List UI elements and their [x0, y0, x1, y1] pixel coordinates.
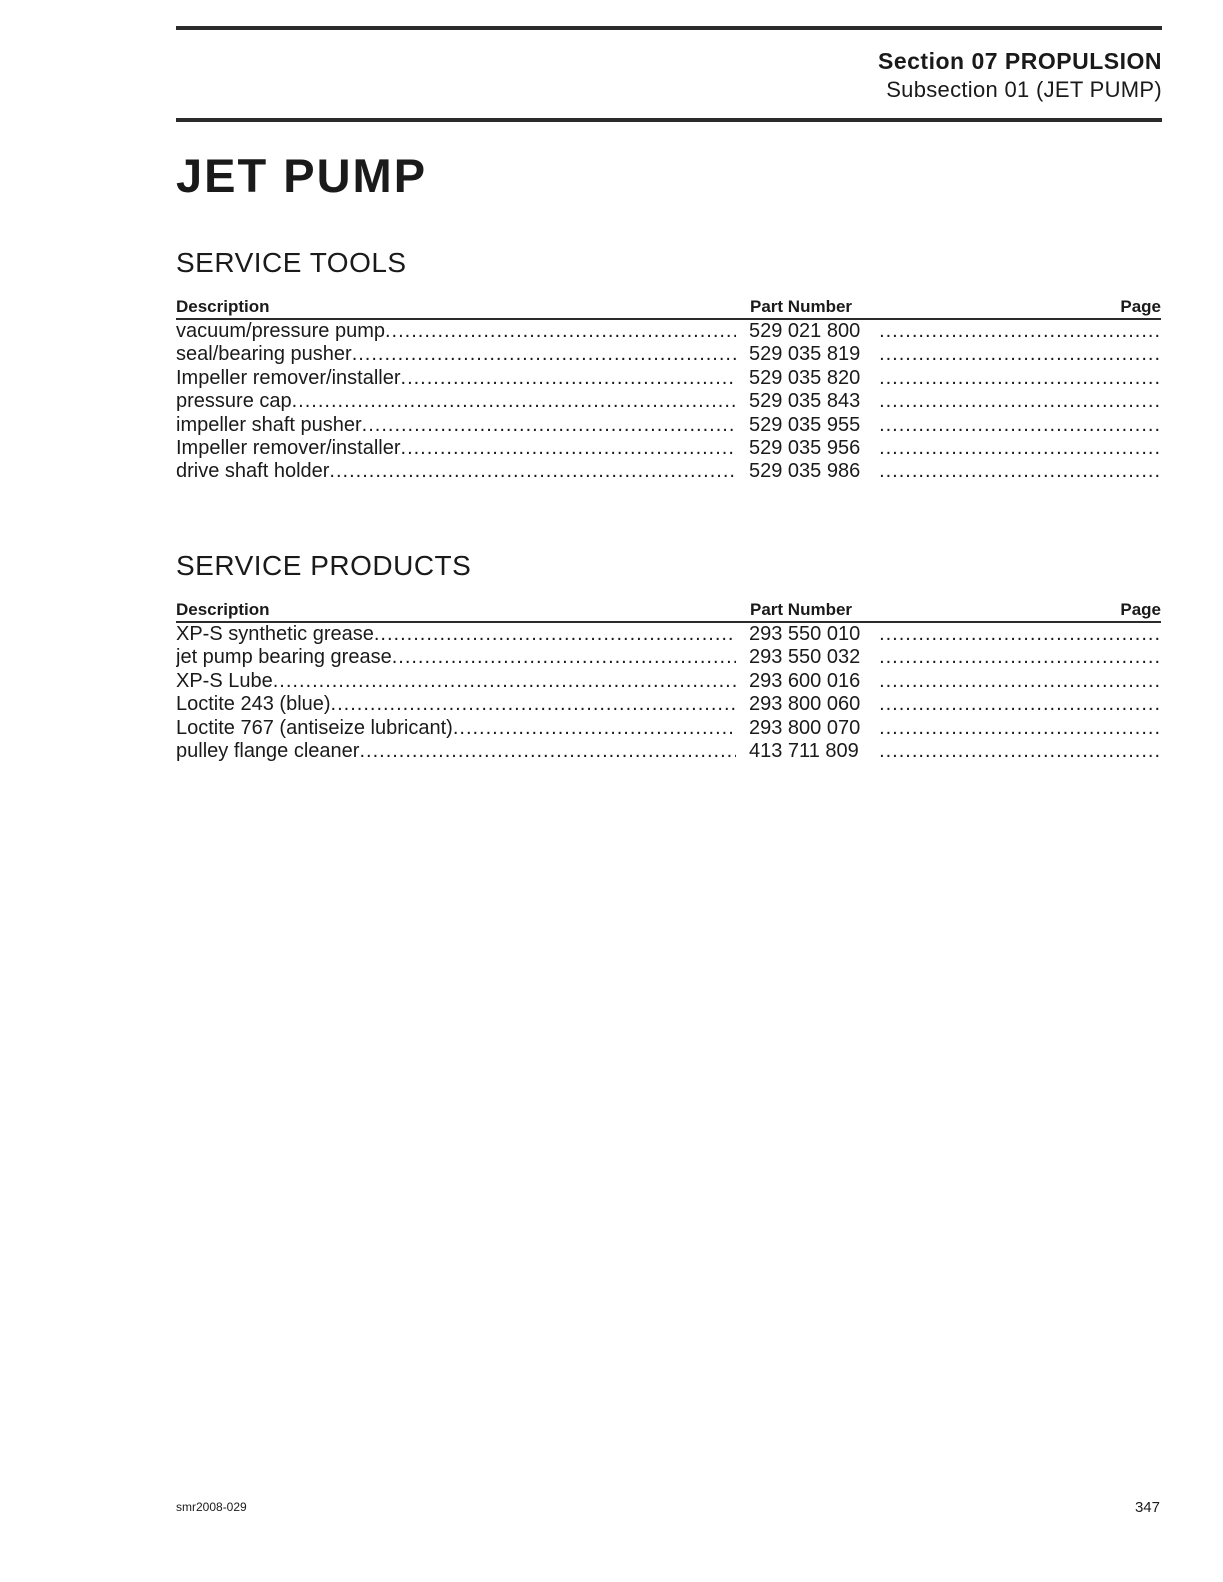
- table-row: [176, 623, 1161, 646]
- row-part-number: 293 550 032: [749, 646, 861, 669]
- row-part-number: 529 035 956: [749, 436, 861, 459]
- table-row: [176, 343, 1161, 366]
- row-page: [880, 623, 1161, 646]
- row-page: [880, 367, 1161, 390]
- section-title: Section 07 PROPULSION: [877, 48, 1162, 74]
- row-description: Impeller remover/installer .....: [176, 367, 736, 390]
- column-header-part-number: Part Number: [750, 600, 853, 619]
- row-part-number: 413 711 809: [749, 739, 859, 762]
- row-description: seal/bearing pusher .....: [176, 343, 736, 366]
- service-products-rows: [176, 623, 1161, 763]
- page-title: JET PUMP: [176, 149, 428, 202]
- table-row: [176, 693, 1161, 716]
- row-page: [880, 320, 1161, 343]
- row-description: Impeller remover/installer .....: [176, 437, 736, 460]
- row-description: pulley flange cleaner .....: [176, 740, 736, 763]
- row-page: [880, 693, 1161, 716]
- service-tools-rows: [176, 320, 1161, 484]
- row-page: [880, 717, 1161, 740]
- footer-page-number: 347: [1134, 1499, 1160, 1516]
- row-part-number: 293 550 010: [749, 623, 861, 645]
- table-row: [176, 320, 1161, 343]
- column-header-description: Description: [176, 297, 270, 316]
- header-top-rule: [176, 26, 1162, 30]
- row-part-number: 293 800 060: [749, 693, 861, 716]
- row-description: Loctite 767 (antiseize lubricant) .....: [176, 717, 736, 740]
- row-page: [880, 646, 1161, 669]
- table-row: [176, 390, 1161, 413]
- column-header-page: Page: [1120, 297, 1161, 316]
- row-part-number: 529 035 955: [749, 413, 861, 436]
- row-description: XP-S Lube .....: [176, 670, 736, 693]
- table-row: [176, 646, 1161, 669]
- service-products-heading: SERVICE PRODUCTS: [176, 550, 472, 581]
- row-description: impeller shaft pusher .....: [176, 414, 736, 437]
- table-row: [176, 414, 1161, 437]
- row-part-number: 529 035 843: [749, 390, 861, 413]
- service-products-table-header: [176, 599, 1161, 623]
- row-page: [880, 460, 1161, 483]
- row-part-number: 293 600 016: [749, 669, 861, 692]
- row-part-number: 529 035 820: [749, 366, 861, 389]
- row-page: [880, 670, 1161, 693]
- service-tools-heading: SERVICE TOOLS: [176, 247, 407, 278]
- table-row: [176, 670, 1161, 693]
- service-tools-section: [176, 246, 1161, 484]
- table-row: [176, 460, 1161, 483]
- row-page: [880, 390, 1161, 413]
- service-tools-table-header: [176, 296, 1161, 320]
- table-row: [176, 367, 1161, 390]
- row-part-number: 529 035 986: [749, 460, 861, 483]
- column-header-part-number: Part Number: [750, 297, 853, 316]
- row-description: drive shaft holder .....: [176, 460, 736, 483]
- row-part-number: 293 800 070: [749, 716, 861, 739]
- row-description: jet pump bearing grease .....: [176, 646, 736, 669]
- row-page: [880, 437, 1161, 460]
- service-products-section: [176, 549, 1161, 763]
- column-header-description: Description: [176, 600, 270, 619]
- row-description: pressure cap .....: [176, 390, 736, 413]
- row-description: Loctite 243 (blue) .....: [176, 693, 736, 716]
- page-header: [878, 46, 1162, 104]
- table-row: [176, 740, 1161, 763]
- row-page: [880, 414, 1161, 437]
- row-page: [880, 343, 1161, 366]
- subsection-title: Subsection 01 (JET PUMP): [886, 77, 1162, 102]
- footer-document-code: smr2008-029: [176, 1500, 247, 1514]
- row-part-number: 529 021 800: [749, 320, 861, 342]
- column-header-page: Page: [1120, 600, 1161, 619]
- row-page: [880, 740, 1161, 763]
- table-row: [176, 717, 1161, 740]
- row-description: XP-S synthetic grease .....: [176, 623, 736, 646]
- row-description: vacuum/pressure pump .....: [176, 320, 736, 343]
- header-bottom-rule: [176, 118, 1162, 122]
- row-part-number: 529 035 819: [749, 343, 861, 366]
- table-row: [176, 437, 1161, 460]
